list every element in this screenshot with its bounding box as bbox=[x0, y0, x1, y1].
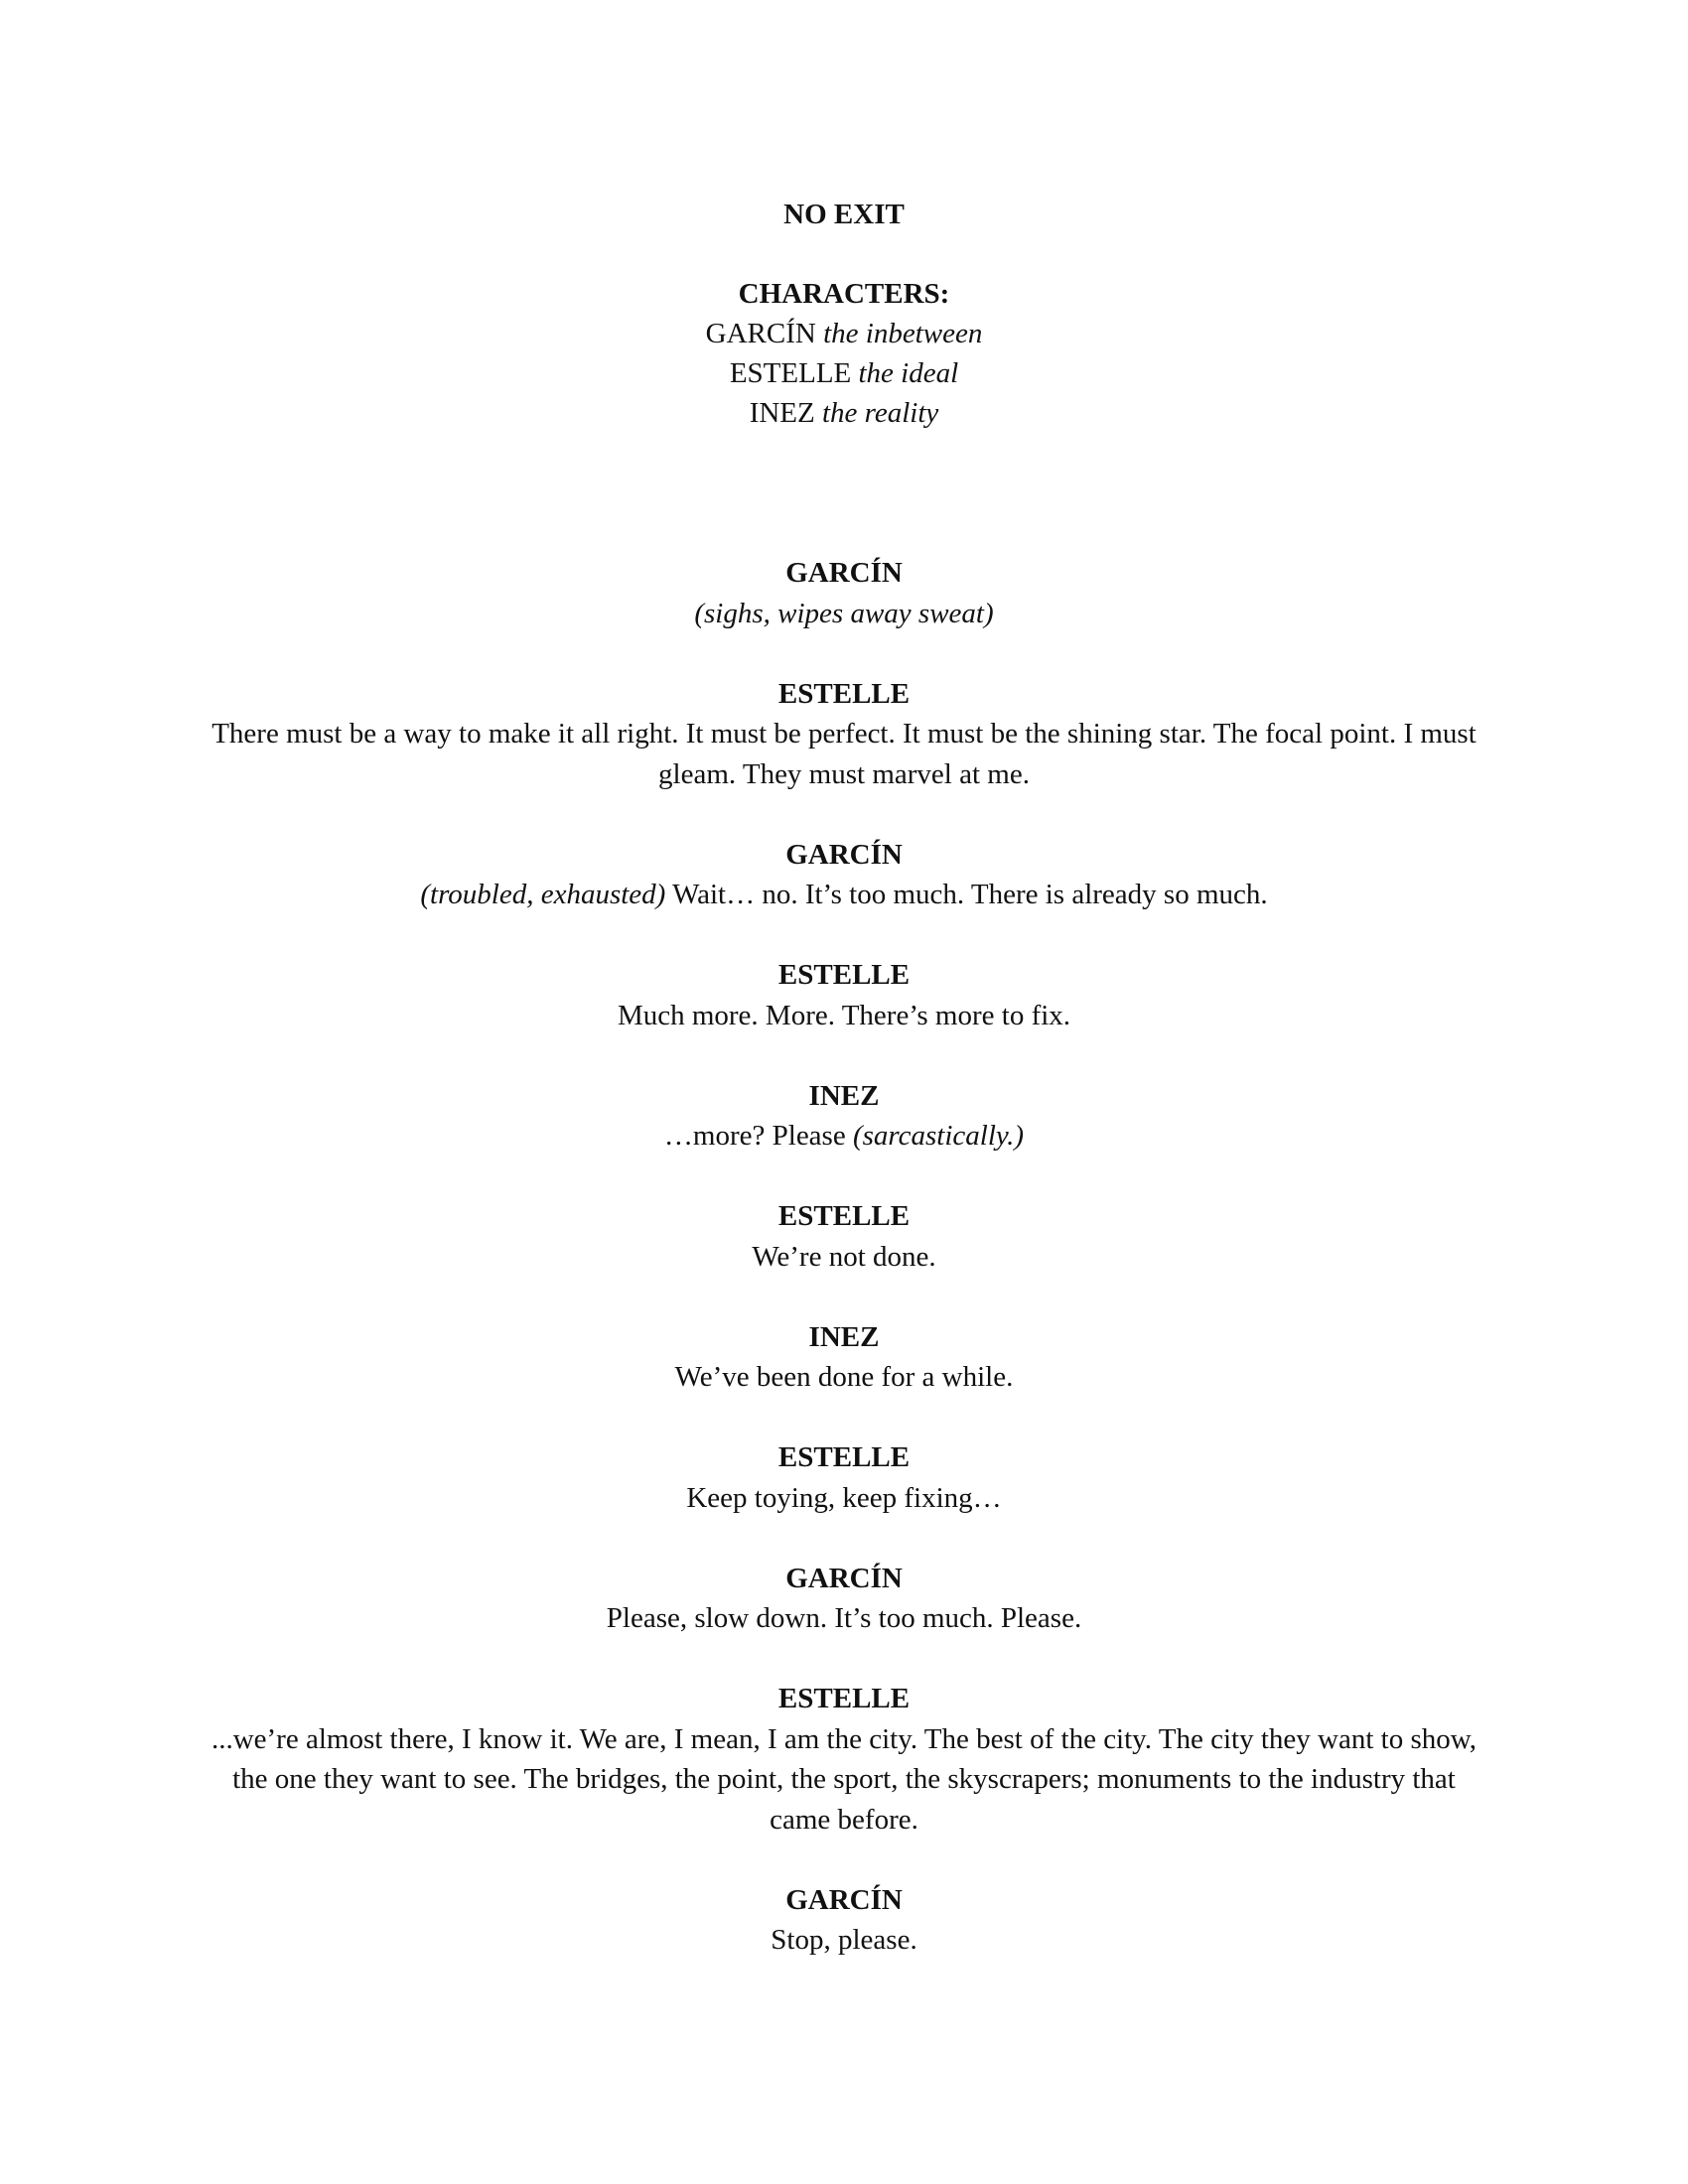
speaker-name: ESTELLE bbox=[777, 1200, 911, 1232]
dialogue-block bbox=[199, 1196, 1489, 1277]
dialogue-line: ...we’re almost there, I know it. We are, I mean, I am the city. The best of the city. The city they want to show, the one they want to see. The bridges, the point, the sport, the skyscrapers; monuments to the industry that came before. bbox=[211, 1722, 1477, 1836]
character-name: INEZ bbox=[749, 397, 815, 429]
characters-heading: CHARACTERS: bbox=[738, 278, 950, 310]
dialogue-line bbox=[199, 1116, 1489, 1157]
dialogue-line: Much more. More. There’s more to fix. bbox=[617, 999, 1071, 1031]
play-title: NO EXIT bbox=[783, 199, 905, 230]
dialogue-text: …more? Please bbox=[663, 1120, 846, 1152]
dialogue-line bbox=[199, 594, 1489, 634]
dialogue-block bbox=[199, 835, 1489, 915]
character-role: the reality bbox=[821, 397, 939, 429]
character-role: the ideal bbox=[858, 357, 959, 389]
dialogue-block bbox=[199, 1437, 1489, 1518]
character-list bbox=[0, 274, 1688, 433]
speaker-name: INEZ bbox=[808, 1320, 880, 1353]
dialogue-line: Stop, please. bbox=[771, 1924, 917, 1956]
speaker-name: GARCÍN bbox=[785, 1883, 903, 1916]
stage-direction: (troubled, exhausted) bbox=[420, 879, 666, 910]
dialogue-block bbox=[199, 1317, 1489, 1398]
dialogue-block bbox=[199, 1880, 1489, 1961]
character-entry bbox=[0, 353, 1688, 393]
character-entry bbox=[0, 393, 1688, 433]
dialogue-line bbox=[199, 875, 1489, 915]
dialogue-block bbox=[199, 1559, 1489, 1639]
speaker-name: INEZ bbox=[808, 1079, 880, 1112]
dialogue-line: We’ve been done for a while. bbox=[674, 1361, 1014, 1393]
speaker-name: ESTELLE bbox=[777, 959, 911, 991]
dialogue-block bbox=[199, 553, 1489, 633]
character-name: ESTELLE bbox=[729, 357, 852, 389]
character-name: GARCÍN bbox=[705, 318, 816, 349]
dialogue-section bbox=[199, 553, 1489, 2000]
character-role: the inbetween bbox=[823, 318, 983, 349]
dialogue-line: Please, slow down. It’s too much. Please. bbox=[606, 1602, 1082, 1634]
character-entry bbox=[0, 314, 1688, 353]
speaker-name: GARCÍN bbox=[785, 557, 903, 589]
dialogue-block bbox=[199, 955, 1489, 1035]
dialogue-line: There must be a way to make it all right. It must be perfect. It must be the shining star. The focal point. I must gleam. They must marvel at me. bbox=[211, 718, 1477, 790]
dialogue-block bbox=[199, 1076, 1489, 1157]
speaker-name: ESTELLE bbox=[777, 677, 911, 710]
stage-direction: (sarcastically.) bbox=[852, 1120, 1025, 1152]
speaker-name: GARCÍN bbox=[785, 838, 903, 871]
dialogue-text: Wait… no. It’s too much. There is already so much. bbox=[672, 879, 1268, 910]
speaker-name: ESTELLE bbox=[777, 1683, 911, 1714]
dialogue-block bbox=[199, 674, 1489, 795]
speaker-name: ESTELLE bbox=[777, 1441, 911, 1473]
stage-direction: (sighs, wipes away sweat) bbox=[694, 597, 994, 629]
dialogue-line: Keep toying, keep fixing… bbox=[686, 1481, 1002, 1514]
dialogue-line: We’re not done. bbox=[752, 1240, 936, 1273]
dialogue-block bbox=[199, 1679, 1489, 1840]
speaker-name: GARCÍN bbox=[785, 1562, 903, 1594]
